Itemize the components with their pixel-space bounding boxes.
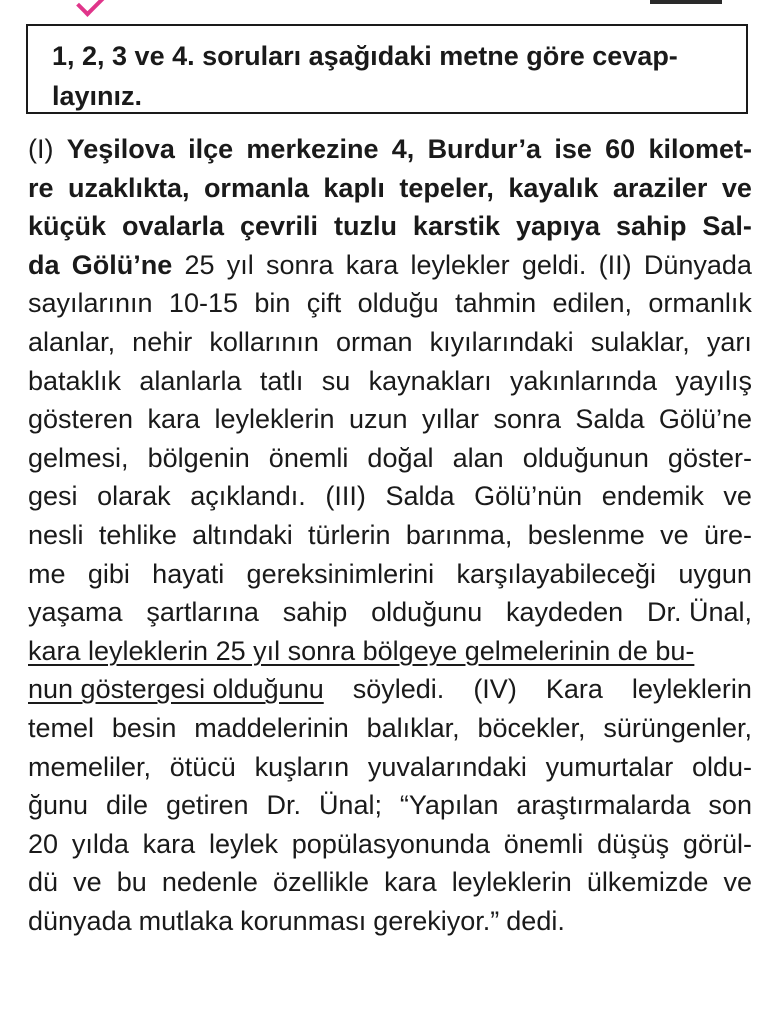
passage-word: gelmesi,	[28, 442, 129, 473]
bold-word: Sal-	[702, 211, 752, 242]
passage-line	[28, 748, 752, 787]
passage-word: kuşların	[254, 751, 350, 782]
passage-word: yuvalarındaki	[367, 751, 527, 782]
instruction-line-2: layınız.	[52, 81, 143, 111]
passage-word: sahip	[282, 597, 348, 628]
passage-word: gibi	[87, 558, 130, 589]
passage-line	[28, 593, 752, 632]
passage-word: türlerin	[308, 519, 391, 550]
passage-word: maddelerinin	[194, 712, 349, 743]
passage-line	[28, 863, 752, 902]
passage-word: nehir	[132, 326, 193, 357]
passage-word: leylekler	[410, 249, 510, 280]
passage-line	[28, 169, 752, 208]
bold-word: küçük	[28, 211, 107, 242]
passage-word: Ünal;	[318, 790, 382, 821]
passage-line	[28, 477, 752, 516]
instruction-line-1: 1, 2, 3 ve 4. soruları aşağıdaki metne göre cevap-	[52, 41, 678, 71]
passage-word: (I)	[28, 134, 54, 164]
passage-word: oldu-	[691, 751, 752, 782]
passage-word: olduğunun	[522, 442, 649, 473]
passage-word: bataklık	[28, 365, 122, 396]
underlined-text: kara leyleklerin 25 yıl sonra bölgeye gelmelerinin de bu-	[28, 635, 695, 666]
passage-word: alanlar,	[28, 326, 116, 357]
bold-word: kaplı	[323, 172, 385, 203]
passage-word: 10-15	[168, 288, 238, 319]
passage-word: sürüngenler,	[603, 712, 752, 743]
passage-word: su	[321, 365, 351, 396]
passage-word: tehlike	[98, 519, 177, 550]
passage-line	[28, 902, 752, 941]
passage-word: dünyada	[28, 905, 132, 936]
passage-line	[28, 516, 752, 555]
passage-word: karşılayabileceği	[456, 558, 657, 589]
underlined-text: nun göstergesi olduğunu	[28, 674, 324, 705]
passage-word: ülkemizde	[586, 867, 709, 898]
passage-word: böcekler,	[477, 712, 586, 743]
passage-word: gereksinimlerini	[246, 558, 435, 589]
passage-word: 25	[184, 249, 215, 280]
passage-word: mutlaka	[138, 905, 234, 936]
passage-word: dile	[106, 790, 149, 821]
passage-word: 20	[28, 828, 59, 859]
passage-word: hayati	[152, 558, 225, 589]
bold-word: Burdur’a	[427, 134, 542, 164]
passage-word: gerekiyor.”	[373, 905, 500, 936]
passage-word: nesli	[28, 519, 84, 550]
passage-word: yakınlarında	[509, 365, 658, 396]
passage-word: balıklar,	[366, 712, 460, 743]
passage-line	[28, 400, 752, 439]
passage-word: alan	[452, 442, 504, 473]
passage-word: popülasyonunda	[291, 828, 490, 859]
bold-word: ise	[554, 134, 592, 164]
bold-word: tuzlu	[334, 211, 397, 242]
page-top-marks	[0, 0, 772, 12]
passage-word: (III)	[325, 481, 366, 512]
bold-word: ormanla	[203, 172, 309, 203]
passage-word: Salda	[385, 481, 455, 512]
bold-word: kilomet-	[648, 134, 752, 164]
bold-word: 4,	[391, 134, 415, 164]
passage-line	[28, 632, 752, 671]
passage-word: kara	[384, 867, 437, 898]
passage-word: kara	[345, 249, 399, 280]
bold-word: Yeşilova	[66, 134, 175, 164]
passage-line	[28, 130, 752, 169]
passage-word: sulaklar,	[590, 326, 690, 357]
passage-word: araştırmalarda	[516, 790, 691, 821]
passage-line	[28, 786, 752, 825]
passage-word: Kara	[545, 674, 603, 705]
passage-word: gösteren	[28, 404, 134, 435]
passage-line	[28, 825, 752, 864]
pink-corner-mark	[76, 0, 106, 17]
passage-word: önemli	[268, 442, 349, 473]
bold-word: kayalık	[508, 172, 599, 203]
bold-word: yapıya	[515, 211, 600, 242]
passage-word: sonra	[266, 249, 334, 280]
passage-word: getiren	[165, 790, 249, 821]
passage-word: bölgenin	[147, 442, 250, 473]
passage-word: leyleklerin	[631, 674, 752, 705]
passage-word: Gölü’ne	[658, 404, 752, 435]
bold-word: araziler	[612, 172, 708, 203]
passage-word: yıllar	[421, 404, 479, 435]
passage-word: ve	[723, 481, 752, 512]
passage-word: nedenle	[161, 867, 258, 898]
bold-word: Gölü’ne	[71, 249, 173, 280]
passage-word: kollarının	[209, 326, 319, 357]
passage-word: kara	[147, 404, 201, 435]
passage-word: edilen,	[552, 288, 633, 319]
passage-word: olarak	[97, 481, 171, 512]
passage-word: dedi.	[506, 905, 565, 936]
passage-word: kıyılarındaki	[429, 326, 574, 357]
passage-word: kaydeden	[506, 597, 624, 628]
bold-word: ve	[721, 172, 752, 203]
passage-word: korunması	[240, 905, 367, 936]
passage-word: ve	[660, 519, 689, 550]
passage-word: ğunu	[28, 790, 89, 821]
passage-word: özellikle	[272, 867, 370, 898]
passage-word: göster-	[667, 442, 752, 473]
passage-word: üre-	[703, 519, 752, 550]
passage-word: söyledi.	[352, 674, 445, 705]
passage-word: önemli	[503, 828, 584, 859]
passage-line	[28, 362, 752, 401]
passage-word: bu	[116, 867, 147, 898]
passage-word: doğal	[367, 442, 434, 473]
passage-line	[28, 670, 752, 709]
reading-passage	[28, 130, 752, 940]
passage-word: kara	[142, 828, 196, 859]
bold-word: uzaklıkta,	[67, 172, 190, 203]
passage-word: Gölü’nün	[474, 481, 583, 512]
passage-word: beslenme	[527, 519, 645, 550]
passage-word: leylek	[208, 828, 278, 859]
passage-word: alanlarla	[139, 365, 242, 396]
passage-word: leyleklerin	[451, 867, 572, 898]
passage-line	[28, 284, 752, 323]
passage-word: memeliler,	[28, 751, 152, 782]
passage-word: me	[28, 558, 66, 589]
passage-word: barınma,	[405, 519, 513, 550]
passage-word: tatlı	[259, 365, 304, 396]
bold-word: 60	[605, 134, 636, 164]
passage-word: Dünyada	[643, 249, 752, 280]
passage-word: görül-	[682, 828, 752, 859]
passage-word: uzun	[348, 404, 408, 435]
passage-word: geldi.	[521, 249, 587, 280]
passage-word: olduğu	[357, 288, 439, 319]
passage-word: sonra	[493, 404, 561, 435]
bold-word: re	[28, 172, 54, 203]
passage-word: ötücü	[169, 751, 236, 782]
passage-line	[28, 207, 752, 246]
passage-word: düşüş	[597, 828, 670, 859]
passage-word: Salda	[575, 404, 645, 435]
passage-line	[28, 323, 752, 362]
bold-word: sahip	[615, 211, 687, 242]
passage-word: (IV)	[473, 674, 517, 705]
passage-line	[28, 709, 752, 748]
passage-word: leyleklerin	[214, 404, 335, 435]
bold-word: ovalarla	[121, 211, 225, 242]
passage-word: (II)	[598, 249, 632, 280]
passage-word: olduğunu	[371, 597, 483, 628]
passage-word: yıl	[226, 249, 254, 280]
header-bar-mark	[650, 0, 722, 4]
passage-word: “Yapılan	[399, 790, 499, 821]
instruction-box	[26, 24, 748, 114]
passage-word: açıklandı.	[190, 481, 306, 512]
passage-line	[28, 246, 752, 285]
passage-word: Dr.	[266, 790, 301, 821]
passage-word: besin	[111, 712, 177, 743]
passage-word: orman	[335, 326, 413, 357]
passage-word: uygun	[678, 558, 752, 589]
passage-word: kaynakları	[368, 365, 492, 396]
passage-line	[28, 439, 752, 478]
passage-word: ve	[73, 867, 102, 898]
passage-word: çift	[306, 288, 342, 319]
passage-word: son	[708, 790, 752, 821]
passage-word: altındaki	[192, 519, 293, 550]
bold-word: karstik	[412, 211, 500, 242]
passage-word: sayılarının	[28, 288, 153, 319]
passage-word: yumurtalar	[545, 751, 674, 782]
passage-word: yarı	[706, 326, 752, 357]
bold-word: tepeler,	[399, 172, 494, 203]
passage-word: gesi	[28, 481, 78, 512]
passage-line	[28, 555, 752, 594]
passage-word: ve	[723, 867, 752, 898]
passage-word: yaşama	[28, 597, 123, 628]
bold-word: da	[28, 249, 60, 280]
bold-word: merkezine	[246, 134, 379, 164]
passage-word: tahmin	[455, 288, 537, 319]
passage-word: yayılış	[675, 365, 752, 396]
passage-word: temel	[28, 712, 95, 743]
passage-word: dü	[28, 867, 59, 898]
passage-word: yılda	[71, 828, 129, 859]
passage-word: ormanlık	[648, 288, 752, 319]
passage-word: bin	[254, 288, 291, 319]
bold-word: çevrili	[240, 211, 319, 242]
passage-word: endemik	[601, 481, 704, 512]
bold-word: ilçe	[188, 134, 234, 164]
passage-word: şartlarına	[146, 597, 259, 628]
passage-word: Dr. Ünal,	[646, 597, 752, 628]
